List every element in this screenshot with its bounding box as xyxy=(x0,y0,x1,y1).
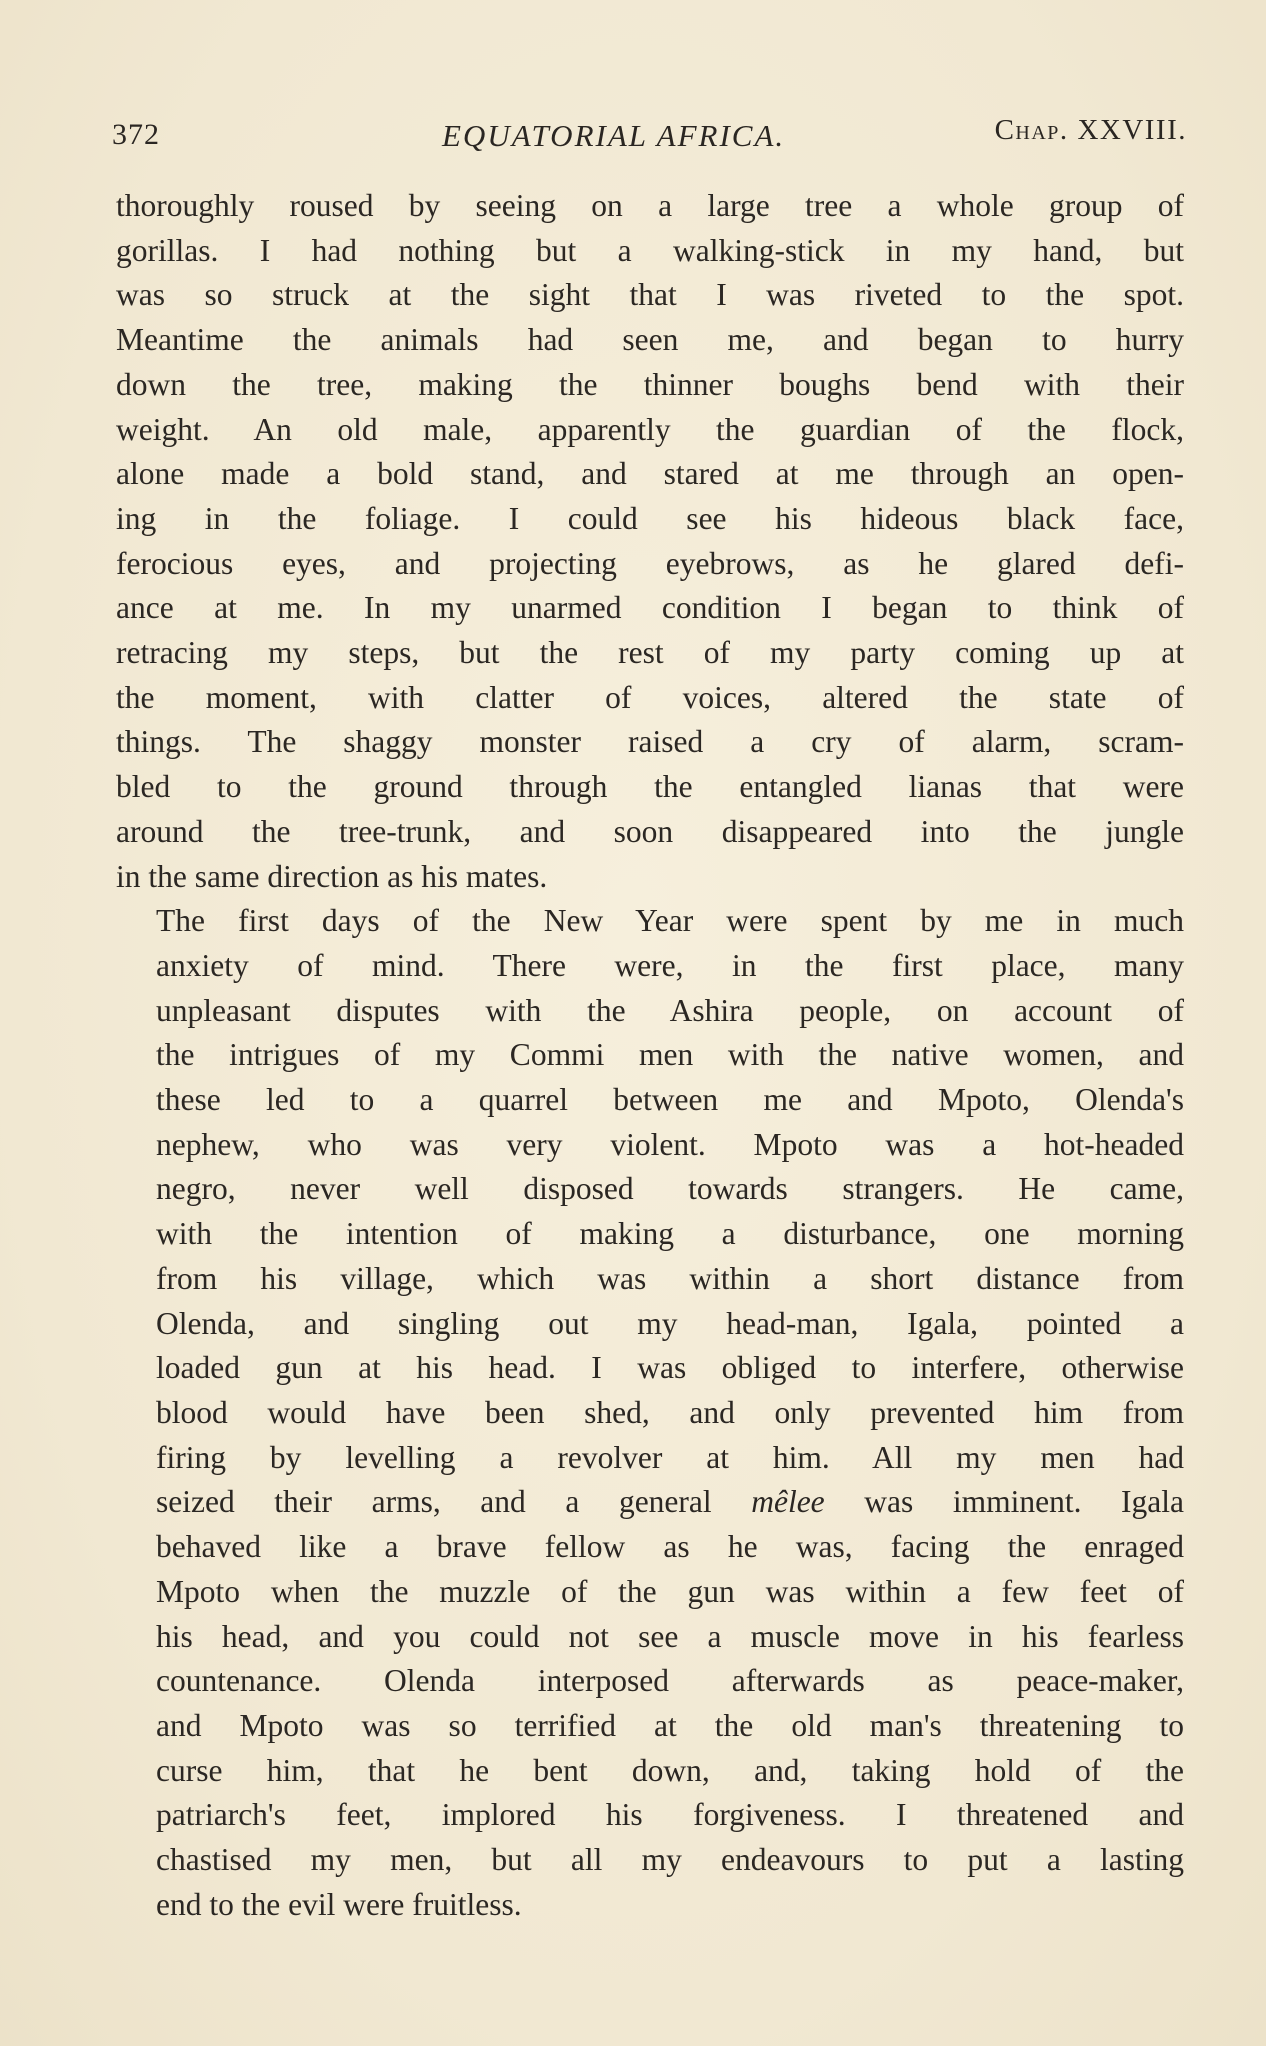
text-line: thoroughly roused by seeing on a large tree a whole group of xyxy=(116,188,1184,223)
text-line: the intrigues of my Commi men with the native women, and xyxy=(156,1037,1184,1073)
text-line: gorillas. I had nothing but a walking-stick in my hand, but xyxy=(116,232,1184,268)
chapter-prefix: Chap. xyxy=(994,114,1069,146)
text-line: with the intention of making a disturbance, one morning xyxy=(156,1216,1184,1252)
text-line: Olenda, and singling out my head-man, Igala, pointed a xyxy=(156,1305,1184,1341)
text-line: ferocious eyes, and projecting eyebrows, as he glared defi- xyxy=(116,545,1184,581)
text-line: these led to a quarrel between me and Mpoto, Olenda's xyxy=(156,1082,1184,1118)
text-line: unpleasant disputes with the Ashira people, on account of xyxy=(156,992,1184,1028)
chapter-heading xyxy=(995,114,1187,147)
text-line: blood would have been shed, and only prevented him from xyxy=(156,1394,1184,1430)
text-line: countenance. Olenda interposed afterwards as peace-maker, xyxy=(156,1663,1184,1699)
chapter-number: XXVIII. xyxy=(1077,114,1187,146)
text-line: ance at me. In my unarmed condition I began to think of xyxy=(116,590,1184,626)
body-text xyxy=(116,184,1184,1927)
running-title: EQUATORIAL AFRICA. xyxy=(442,118,786,153)
text-line: anxiety of mind. There were, in the first place, many xyxy=(156,947,1184,983)
text-line: loaded gun at his head. I was obliged to interfere, otherwise xyxy=(156,1350,1184,1386)
text-line: Mpoto when the muzzle of the gun was within a few feet of xyxy=(156,1573,1184,1609)
text-line: from his village, which was within a short distance from xyxy=(156,1260,1184,1296)
text-line: end to the evil were fruitless. xyxy=(156,1886,522,1922)
page-number: 372 xyxy=(112,118,160,151)
text-line: things. The shaggy monster raised a cry of alarm, scram- xyxy=(116,724,1184,760)
text-line: The first days of the New Year were spent by me in much xyxy=(156,903,1184,939)
text-line: patriarch's feet, implored his forgiveness. I threatened and xyxy=(156,1797,1184,1833)
text-line: in the same direction as his mates. xyxy=(116,858,548,894)
text-line: down the tree, making the thinner boughs bend with their xyxy=(116,366,1184,402)
text-line: and Mpoto was so terrified at the old man's threatening to xyxy=(156,1707,1184,1743)
text-line: his head, and you could not see a muscle move in his fearless xyxy=(156,1618,1184,1654)
text-line: was so struck at the sight that I was riveted to the spot. xyxy=(116,277,1184,313)
text-line: Meantime the animals had seen me, and began to hurry xyxy=(116,322,1184,358)
text-line: negro, never well disposed towards strangers. He came, xyxy=(156,1171,1184,1207)
paragraph xyxy=(116,899,1184,1927)
text-line: bled to the ground through the entangled lianas that were xyxy=(116,769,1184,805)
text-line: curse him, that he bent down, and, taking hold of the xyxy=(156,1752,1184,1788)
text-line: seized their arms, and a general mêlee was imminent. Igala xyxy=(156,1484,1184,1520)
text-line: around the tree-trunk, and soon disappeared into the jungle xyxy=(116,813,1184,849)
text-line: behaved like a brave fellow as he was, facing the enraged xyxy=(156,1529,1184,1565)
text-line: firing by levelling a revolver at him. All my men had xyxy=(156,1439,1184,1475)
text-line: the moment, with clatter of voices, altered the state of xyxy=(116,679,1184,715)
italic-word: mêlee xyxy=(751,1484,825,1520)
text-line: alone made a bold stand, and stared at me through an open- xyxy=(116,456,1184,492)
text-line: chastised my men, but all my endeavours to put a lasting xyxy=(156,1842,1184,1878)
text-line: weight. An old male, apparently the guardian of the flock, xyxy=(116,411,1184,447)
text-line: nephew, who was very violent. Mpoto was a hot-headed xyxy=(156,1126,1184,1162)
page-header xyxy=(112,114,1187,162)
paragraph xyxy=(116,184,1184,899)
text-line: retracing my steps, but the rest of my party coming up at xyxy=(116,635,1184,671)
text-line: ing in the foliage. I could see his hideous black face, xyxy=(116,500,1184,536)
